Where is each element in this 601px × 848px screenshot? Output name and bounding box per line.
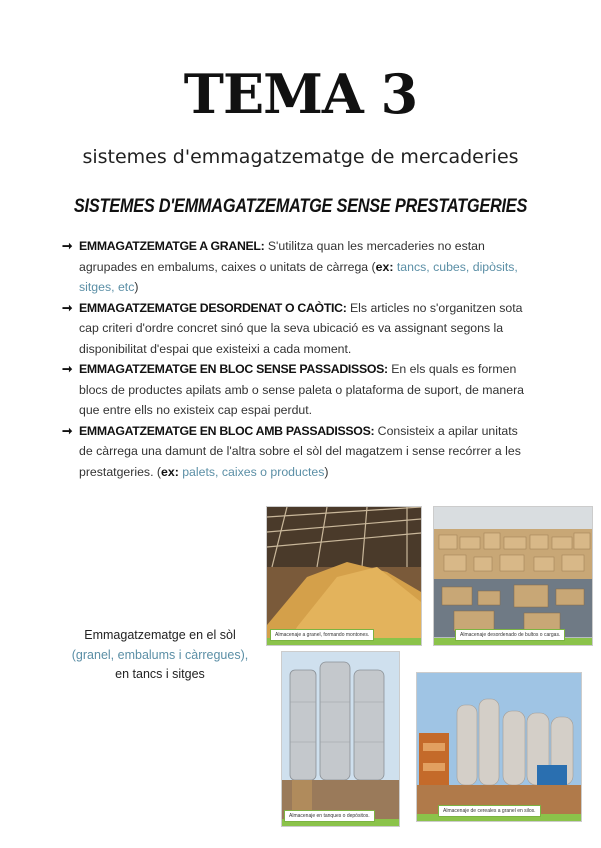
caption-line: Emmagatzematge en el sòl (84, 628, 236, 642)
page-title: TEMA 3 (183, 62, 418, 126)
photo-label: Almacenaje de cereales a granel en silos. (439, 806, 540, 816)
example-values: tancs, cubes, dipòsits, sitges, etc (79, 259, 518, 294)
item-term: EMMAGATZEMATGE A GRANEL: (79, 239, 265, 253)
item-close: ) (134, 280, 139, 294)
definitions-list (62, 236, 532, 482)
item-term: EMMAGATZEMATGE DESORDENAT O CAÒTIC: (79, 300, 347, 315)
list-item (62, 298, 532, 360)
item-text: En els quals es formen blocs de productes apilats amb o sense paleta o plataforma de suport, de manera que entre ells no existeix cap espai perdut. (79, 362, 525, 417)
item-text: Consisteix a apilar unitats de càrrega una damunt de l'altra sobre el sòl del magatzem i sense recórrer a les prestatgeries. ( (79, 423, 521, 479)
arrow-right-icon: ➞ (62, 300, 73, 315)
item-close: ) (324, 464, 329, 479)
list-item (62, 421, 532, 483)
arrow-right-icon: ➞ (62, 362, 73, 376)
item-term: EMMAGATZEMATGE EN BLOC AMB PASSADISSOS: (79, 423, 375, 438)
example-values: palets, caixes o productes (178, 464, 325, 479)
photo-grain-silos (416, 672, 582, 822)
photo-chaotic-warehouse (433, 506, 593, 646)
section-heading: SISTEMES D'EMMAGATZEMATGE SENSE PRESTATGERIES (73, 196, 528, 217)
item-text: S'utilitza quan les mercaderies no estan agrupades en embalums, caixes o unitats de càrrega ( (79, 239, 485, 274)
list-item (62, 359, 532, 421)
photo-label: Almacenaje desordenado de bultos o cargas. (456, 630, 564, 640)
example-label: ex: (161, 464, 179, 479)
example-label: ex: (375, 259, 394, 274)
photo-tanks (281, 651, 400, 827)
caption-line-examples: (granel, embalums i càrregues), (71, 647, 249, 662)
bulk-grain-illustration (267, 507, 421, 645)
list-item (62, 236, 532, 298)
tanks-illustration (282, 652, 399, 826)
photo-caption (55, 626, 265, 685)
item-term: EMMAGATZEMATGE EN BLOC SENSE PASSADISSOS: (79, 362, 388, 376)
warehouse-boxes-illustration (434, 507, 592, 645)
photo-label: Almacenaje en tanques o depósitos. (285, 811, 374, 821)
photo-bulk-grain (266, 506, 422, 646)
arrow-right-icon: ➞ (62, 239, 73, 253)
page-subtitle: sistemes d'emmagatzematge de mercaderies (82, 146, 519, 168)
caption-line: en tancs i sitges (115, 667, 205, 681)
item-text: Els articles no s'organitzen sota cap criteri d'ordre concret sinó que la seva ubicació es va assignant segons la disponibilitat d'espai que existeixi a cada moment. (79, 300, 523, 356)
grain-silos-illustration (417, 673, 581, 821)
arrow-right-icon: ➞ (62, 423, 73, 438)
photo-label: Almacenaje a granel, formando montones. (271, 630, 373, 640)
